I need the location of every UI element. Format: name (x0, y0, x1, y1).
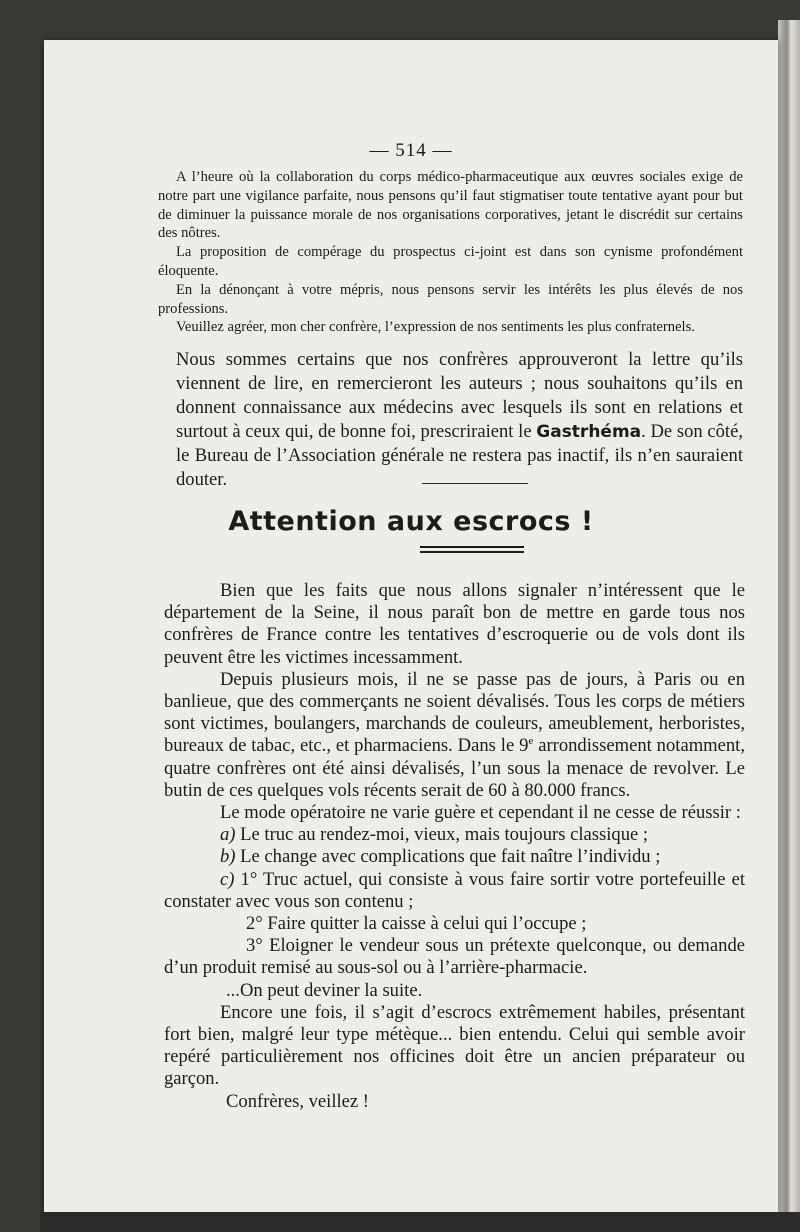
article-body (164, 580, 745, 1113)
letter-paragraph: En la dénonçant à votre mépris, nous pensons servir les intérêts les plus élevés de nos professions. (158, 281, 743, 317)
list-item (164, 846, 745, 868)
page-edge (778, 20, 800, 1220)
title-underline (420, 546, 524, 556)
list-item (164, 869, 745, 913)
closing-line: Confrères, veillez ! (226, 1090, 370, 1112)
superscript: e (528, 735, 534, 748)
letter-excerpt (158, 168, 743, 337)
comment-text: Nous sommes certains que nos confrères approuveront la lettre qu’ils viennent de lire, en remercieront les auteurs ; nous souhaitons qu’ils en donnent connaissance aux médecins avec lesquels ils sont en relations et surtout à ceux qui, de bonne foi, prescriraient le (176, 349, 743, 442)
editorial-comment (176, 348, 743, 492)
article-paragraph (164, 669, 745, 802)
list-marker: b) (220, 846, 236, 868)
article-paragraph: Bien que les faits que nous allons signaler n’intéressent que le département de la Seine, il nous paraît bon de mettre en garde tous nos confrères de France contre les tentatives d’escroquerie ou de vols dont ils peuvent être les victimes incessamment. (164, 580, 745, 668)
letter-paragraph: La proposition de compérage du prospectus ci-joint est dans son cynisme profondément éloquente. (158, 244, 743, 279)
article-text: arrondissement notamment, quatre confrères ont été ainsi dévalisés, l’un sous la menace de revolver. Le butin de ces quelques vols récents serait de 60 à 80.000 francs. (164, 735, 745, 801)
article-paragraph: ...On peut deviner la suite. (226, 979, 423, 1001)
list-item (164, 824, 745, 846)
list-marker: c) (220, 868, 235, 890)
list-text: 1° Truc actuel, qui consiste à vous faire sortir votre portefeuille et constater avec vous son contenu ; (164, 868, 745, 912)
letter-paragraph: A l’heure où la collaboration du corps médico-pharmaceutique aux œuvres sociales exige de notre part une vigilance parfaite, nous pensons qu’il faut stigmatiser toute tentative ayant pour but de diminuer la puissance morale de nos organisations corporatives, jetant le discrédit sur certains des nôtres. (158, 169, 743, 242)
article-paragraph: Encore une fois, il s’agit d’escrocs extrêmement habiles, présentant fort bien, malgré leur type métèque... bien entendu. Celui qui semble avoir repéré particulièrement nos officines doit être un ancien préparateur ou garçon. (164, 1001, 745, 1090)
list-text: Le change avec complications que fait naître l’individu ; (235, 846, 661, 868)
product-name: Gastrhéma (536, 422, 642, 442)
comment-paragraph (176, 348, 743, 492)
letter-paragraph: Veuillez agréer, mon cher confrère, l’expression de nos sentiments les plus confraternels. (176, 319, 695, 336)
comment-text: . De son côté, le Bureau de l’Association générale ne restera pas inactif, ils n’en sauraient douter. (176, 421, 743, 490)
section-divider (422, 483, 528, 484)
list-text: Le truc au rendez-moi, vieux, mais toujours classique ; (235, 824, 649, 846)
document-page (44, 40, 778, 1216)
list-subitem: 3° Eloigner le vendeur sous un prétexte quelconque, ou demande d’un produit remisé au sous-sol ou à l’arrière-pharmacie. (164, 935, 745, 979)
list-subitem: 2° Faire quitter la caisse à celui qui l’occupe ; (246, 913, 587, 935)
article-paragraph: Le mode opératoire ne varie guère et cependant il ne cesse de réussir : (220, 802, 741, 824)
scan-border (40, 1212, 800, 1232)
article-text: Depuis plusieurs mois, il ne se passe pas de jours, à Paris ou en banlieue, que des commerçants ne soient dévalisés. Tous les corps de métiers sont victimes, boulangers, marchands de couleurs, ameublement, herboristes, bureaux de tabac, etc., et pharmaciens. Dans le 9 (164, 668, 745, 757)
article-title: Attention aux escrocs ! (228, 506, 594, 537)
page-number: — 514 — (369, 140, 453, 161)
list-marker: a) (220, 824, 236, 846)
